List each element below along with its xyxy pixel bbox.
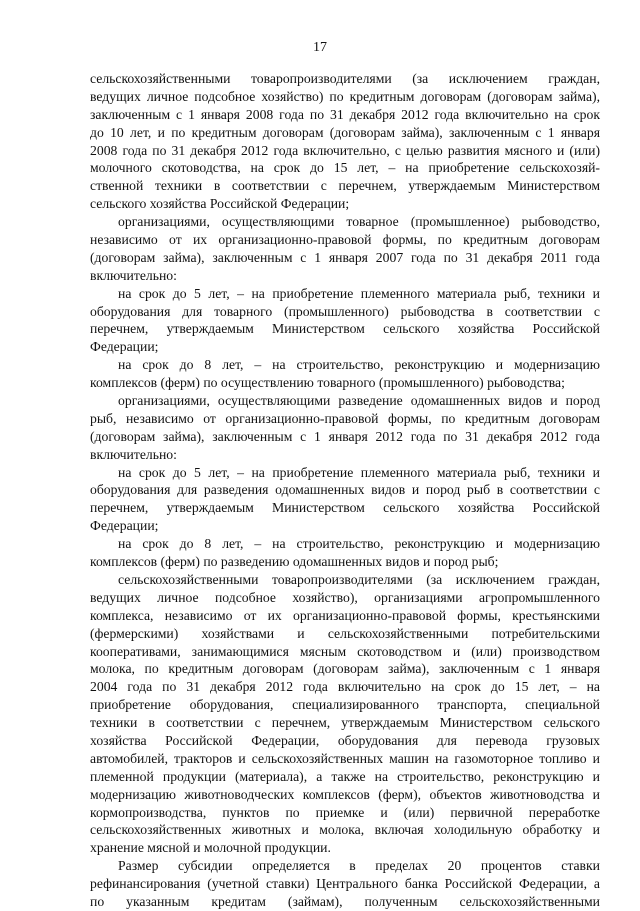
- text-line: по указанным кредитам (займам), полученным сельскохозяйственными: [90, 893, 600, 909]
- text-line: (фермерскими) хозяйствами и сельскохозяйственными потребительскими: [90, 625, 600, 641]
- page-number: 17: [313, 40, 327, 55]
- text-line: включительно:: [90, 267, 177, 283]
- text-line: кормопроизводства, пунктов по приемке и (или) первичной переработке: [90, 804, 600, 820]
- text-line: приобретение оборудования, специализированного транспорта, специальной: [90, 697, 600, 713]
- text-line: оборудования для товарного (промышленного) рыбоводства в соответствии с: [90, 303, 600, 319]
- text-line: техники в соответствии с перечнем, утверждаемым Министерством сельского: [90, 715, 600, 731]
- text-line: комплексов (ферм) по разведению одомашненных видов и пород рыб;: [90, 554, 499, 570]
- text-line: перечнем, утверждаемым Министерством сельского хозяйства Российской: [90, 500, 600, 516]
- text-line: независимо от их организационно-правовой формы, по кредитным договорам: [90, 232, 600, 248]
- text-line: Федерации;: [90, 518, 159, 534]
- text-line: заключенным с 1 января 2008 года по 31 декабря 2012 года включительно на срок: [90, 106, 600, 122]
- text-line: включительно:: [90, 446, 177, 462]
- text-line: оборудования для разведения одомашненных видов и пород рыб в соответствии с: [90, 482, 600, 498]
- text-line: на срок до 5 лет, – на приобретение племенного материала рыб, техники и: [118, 285, 600, 301]
- text-line: до 10 лет, и по кредитным договорам (договорам займа), заключенным с 1 января: [90, 124, 600, 140]
- text-line: (договорам займа), заключенным с 1 января 2012 года по 31 декабря 2012 года: [90, 428, 600, 444]
- text-line: организациями, осуществляющими разведение одомашненных видов и пород: [118, 393, 600, 409]
- text-line: на срок до 8 лет, – на строительство, реконструкцию и модернизацию: [118, 536, 600, 552]
- text-line: 2004 года по 31 декабря 2012 года включительно на срок до 15 лет, – на: [90, 679, 600, 695]
- text-line: 2008 года по 31 декабря 2012 года включительно, с целью развития мясного и (или): [90, 142, 600, 158]
- text-line: кооперативами, занимающимися мясным скотоводством и (или) производством: [90, 643, 600, 659]
- text-line: Федерации;: [90, 339, 159, 355]
- text-line: племенной продукции (материала), а также на строительство, реконструкцию и: [90, 768, 600, 784]
- text-line: рефинансирования (учетной ставки) Центрального банка Российской Федерации, а: [90, 876, 600, 892]
- text-line: хранение мясной и молочной продукции.: [90, 840, 331, 856]
- text-line: ственной техники в соответствии с перечнем, утверждаемым Министерством: [90, 178, 600, 194]
- text-line: рыб, независимо от организационно-правовой формы, по кредитным договорам: [90, 410, 600, 426]
- text-line: (договорам займа), заключенным с 1 января 2007 года по 31 декабря 2011 года: [90, 249, 600, 265]
- text-line: сельскохозяйственными товаропроизводителями (за исключением граждан,: [118, 571, 600, 587]
- text-line: ведущих личное подсобное хозяйство), организациями агропромышленного: [90, 589, 600, 605]
- text-line: комплекса, независимо от их организационно-правовой формы, крестьянскими: [90, 607, 600, 623]
- text-line: Размер субсидии определяется в пределах 20 процентов ставки: [118, 858, 600, 874]
- text-line: сельскохозяйственными товаропроизводителями (за исключением граждан,: [90, 71, 600, 86]
- text-line: сельскохозяйственных животных и молока, включая холодильную обработку и: [90, 822, 600, 838]
- text-line: на срок до 8 лет, – на строительство, реконструкцию и модернизацию: [118, 357, 600, 373]
- text-line: автомобилей, тракторов и сельскохозяйственных машин на газомоторное топливо и: [90, 750, 600, 766]
- text-line: молочного скотоводства, на срок до 15 лет, – на приобретение сельскохозяй-: [90, 160, 600, 176]
- text-line: модернизацию животноводческих комплексов (ферм), объектов животноводства и: [90, 786, 600, 802]
- text-line: ведущих личное подсобное хозяйство) по кредитным договорам (договорам займа),: [90, 88, 600, 104]
- document-body-text: [90, 70, 600, 911]
- text-line: на срок до 5 лет, – на приобретение племенного материала рыб, техники и: [118, 464, 600, 480]
- text-line: перечнем, утверждаемым Министерством сельского хозяйства Российской: [90, 321, 600, 337]
- text-line: сельского хозяйства Российской Федерации;: [90, 196, 350, 212]
- text-line: хозяйства Российской Федерации, оборудования для перевода грузовых: [90, 732, 600, 748]
- text-line: комплексов (ферм) по осуществлению товарного (промышленного) рыбоводства;: [90, 375, 565, 391]
- text-line: молока, по кредитным договорам (договорам займа), заключенным с 1 января: [90, 661, 600, 677]
- text-line: организациями, осуществляющими товарное (промышленное) рыбоводство,: [118, 214, 600, 230]
